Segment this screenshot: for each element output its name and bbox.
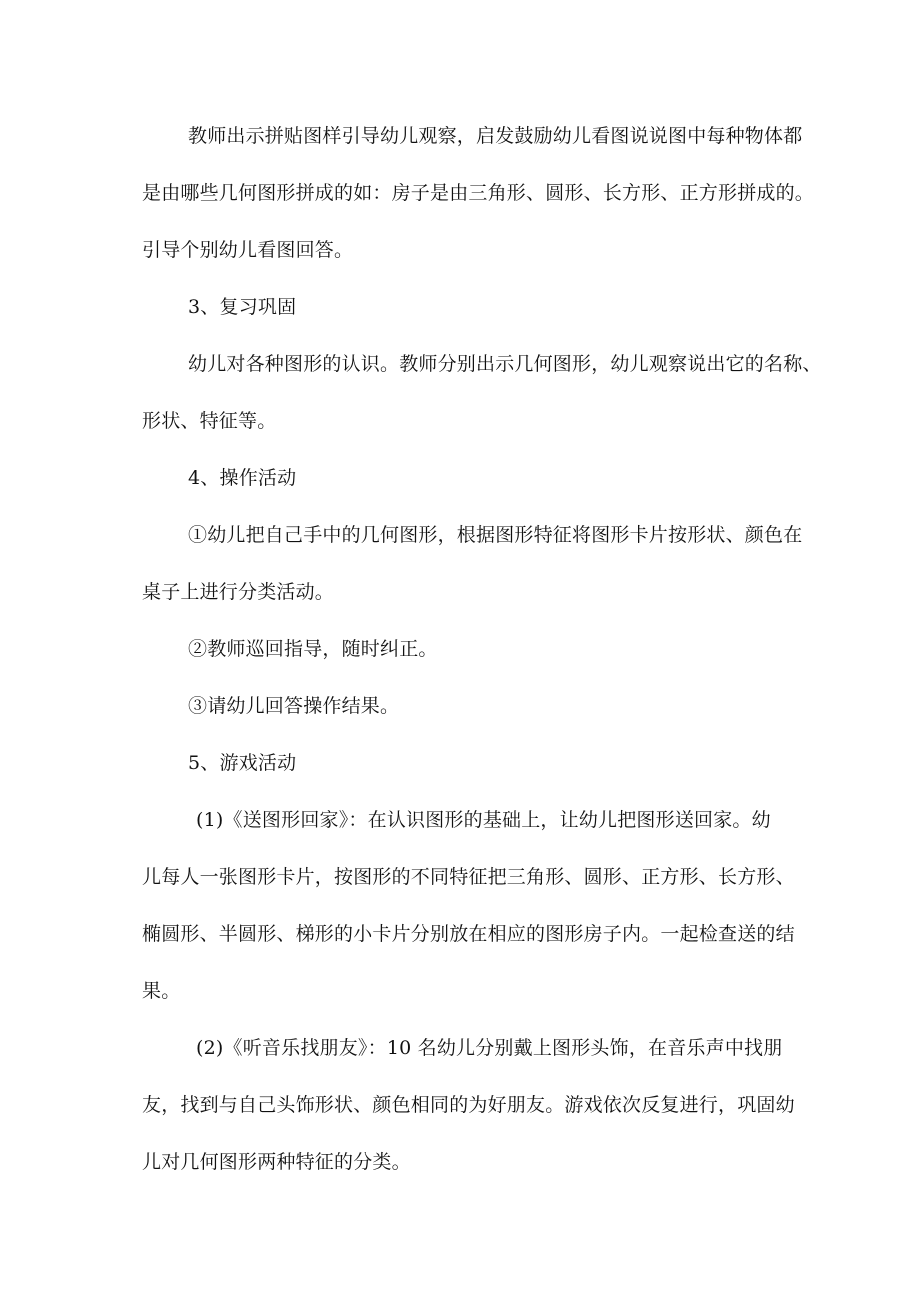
paragraph-intro-line-2: 是由哪些几何图形拼成的如：房子是由三角形、圆形、长方形、正方形拼成的。 — [142, 182, 815, 204]
game-2-line-2: 友，找到与自己头饰形状、颜色相同的为好朋友。游戏依次反复进行，巩固幼 — [142, 1094, 795, 1116]
game-1-line-1: (1)《送图形回家》：在认识图形的基础上，让幼儿把图形送回家。幼 — [196, 809, 771, 831]
game-1-line-4: 果。 — [142, 980, 181, 1002]
game-2-line-3: 儿对几何图形两种特征的分类。 — [142, 1151, 411, 1173]
game-2-line-1: (2)《听音乐找朋友》：10 名幼儿分别戴上图形头饰，在音乐声中找朋 — [196, 1037, 783, 1059]
game-1-line-2: 儿每人一张图形卡片，按图形的不同特征把三角形、圆形、正方形、长方形、 — [142, 866, 795, 888]
list-item-2: ②教师巡回指导，随时纠正。 — [188, 638, 438, 660]
list-item-3: ③请幼儿回答操作结果。 — [188, 695, 400, 717]
section-heading-operation: 4、操作活动 — [188, 467, 297, 489]
list-item-1-line-1: ①幼儿把自己手中的几何图形，根据图形特征将图形卡片按形状、颜色在 — [188, 524, 803, 546]
paragraph-intro-line-3: 引导个别幼儿看图回答。 — [142, 239, 354, 261]
paragraph-review-line-1: 幼儿对各种图形的认识。教师分别出示几何图形，幼儿观察说出它的名称、 — [188, 353, 822, 375]
list-item-1-line-2: 桌子上进行分类活动。 — [142, 581, 335, 603]
game-1-line-3: 椭圆形、半圆形、梯形的小卡片分别放在相应的图形房子内。一起检查送的结 — [142, 923, 795, 945]
section-heading-game: 5、游戏活动 — [188, 752, 297, 774]
paragraph-intro-line-1: 教师出示拼贴图样引导幼儿观察，启发鼓励幼儿看图说说图中每种物体都 — [188, 125, 803, 147]
section-heading-review: 3、复习巩固 — [188, 296, 297, 318]
paragraph-review-line-2: 形状、特征等。 — [142, 410, 277, 432]
